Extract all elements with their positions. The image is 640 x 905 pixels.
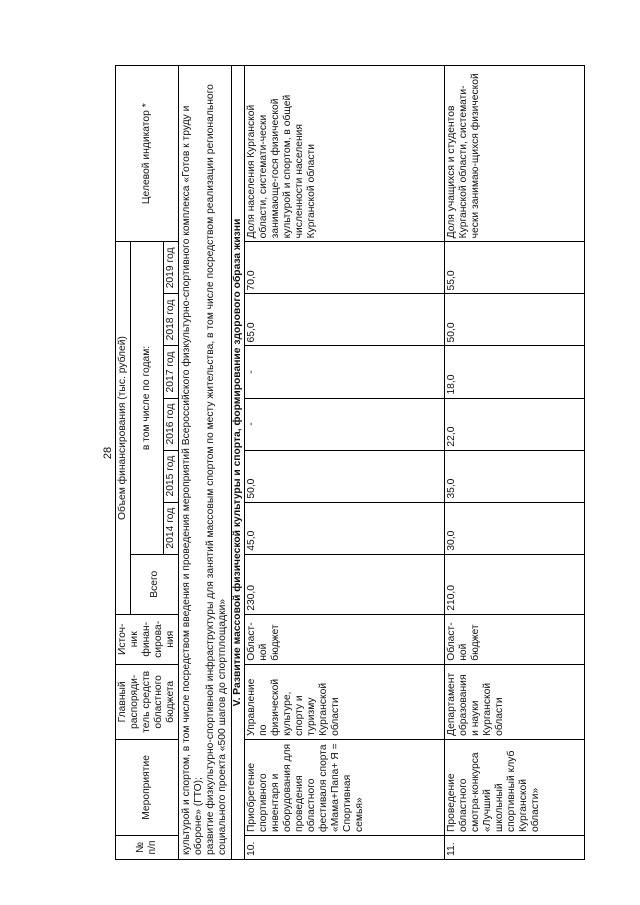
description-line: развитие физкультурно-спортивной инфраструктуры для занятий массовым спортом по месту жительства, в том числе посредством реализации регионального социального проекта «500 шагов до спортплощадки» — [205, 84, 228, 855]
row-total: 230,0 — [245, 554, 445, 614]
row-event: Приобретение спортивного инвентаря и оборудования для проведения областного фестиваля спорта «Мама+Папа+ Я = Спортивная семья» — [245, 739, 445, 835]
table-row — [245, 66, 445, 860]
table-header — [116, 66, 179, 860]
row-event: Проведение областного смотра-конкурса «Лучший школьный спортивный клуб Курганской области» — [445, 739, 585, 835]
row-year-value: 22,0 — [445, 398, 585, 450]
row-year-value: 65,0 — [245, 294, 445, 346]
description-row — [179, 66, 232, 860]
row-manager: Департамент образования и науки Курганской области — [445, 664, 585, 739]
header-by-years: в том числе по годам: — [131, 242, 164, 554]
header-year: 2014 год — [164, 502, 179, 554]
section-title: V. Развитие массовой физической культуры и спорта, формирование здорового образа жизни — [232, 66, 245, 860]
description-line: культурой и спортом, в том числе посредством введения и проведения мероприятий Всероссийского физкультурно-спортивного комплекса «Готов к труду и обороне» (ГТО); — [181, 105, 204, 855]
header-year: 2018 год — [164, 294, 179, 346]
row-year-value: 30,0 — [445, 502, 585, 554]
header-indicator: Целевой индикатор * — [116, 66, 179, 242]
rotated-table-container — [115, 65, 615, 860]
header-year: 2016 год — [164, 398, 179, 450]
row-year-value: 50,0 — [445, 294, 585, 346]
row-year-value: - — [245, 346, 445, 398]
header-manager: Главный распоряди-тель средств областного бюджета — [116, 664, 179, 739]
row-year-value: 18,0 — [445, 346, 585, 398]
row-year-value: - — [245, 398, 445, 450]
row-year-value: 45,0 — [245, 502, 445, 554]
header-event: Мероприятие — [116, 739, 179, 835]
row-num: 10. — [245, 835, 445, 859]
row-year-value: 70,0 — [245, 242, 445, 294]
row-source: Област-ной бюджет — [445, 614, 585, 664]
row-total: 210,0 — [445, 554, 585, 614]
row-source: Област-ной бюджет — [245, 614, 445, 664]
header-year: 2017 год — [164, 346, 179, 398]
header-num: № п/п — [116, 835, 179, 859]
section-row — [232, 66, 245, 860]
table-row — [445, 66, 585, 860]
page-number: 28 — [102, 446, 114, 460]
header-year: 2019 год — [164, 242, 179, 294]
description-cell — [179, 66, 232, 860]
row-num: 11. — [445, 835, 585, 859]
row-year-value: 35,0 — [445, 450, 585, 502]
funding-table — [115, 65, 585, 860]
row-indicator: Доля населения Курганской области, системати-чески занимающе-гося физической культурой и спортом, в общей численности населения Курганской области — [245, 66, 445, 242]
header-source: Источ-ник финан-сирова-ния — [116, 614, 179, 664]
header-year: 2015 год — [164, 450, 179, 502]
row-manager: Управление по физической культуре, спорту и туризму Курганской области — [245, 664, 445, 739]
row-indicator: Доля учащихся и студентов Курганской области, системати-чески занимаю-щихся физической — [445, 66, 585, 242]
header-total: Всего — [131, 554, 179, 614]
row-year-value: 55,0 — [445, 242, 585, 294]
row-year-value: 50,0 — [245, 450, 445, 502]
header-funding: Объем финансирования (тыс. рублей) — [116, 242, 131, 614]
